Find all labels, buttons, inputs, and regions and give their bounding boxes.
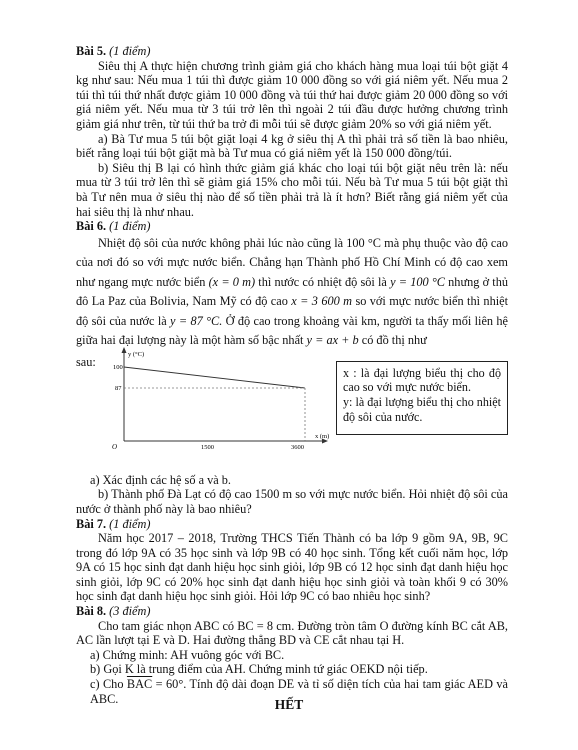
problem-8-part-a: a) Chứng minh: AH vuông góc với BC. (90, 647, 285, 662)
boiling-point-graph (110, 347, 330, 449)
problem-8-text: Cho tam giác nhọn ABC có BC = 8 cm. Đường tròn tâm O đường kính BC cắt AB, AC lần lượt tại E và D. Hai đường thẳng BD và CE cắt nhau tại H. (76, 618, 508, 648)
angle-bac: $\overline{BAC}$ (126, 677, 153, 692)
problem-6-heading: Bài 6. (1 điểm) (76, 219, 151, 234)
x-tick-1500: 1500 (201, 443, 214, 449)
graph-legend-box (336, 361, 508, 435)
legend-y-text: y: là đại lượng biểu thị cho nhiệt độ sôi của nước. (343, 394, 501, 424)
x-tick-3600: 3600 (291, 443, 304, 449)
problem-5-intro: Siêu thị A thực hiện chương trình giảm giá cho khách hàng mua loại túi bột giặt 4 kg như sau: Nếu mua 1 túi thì được giảm 10 000 đồng so với giá niêm yết. Nếu mua 2 túi thì túi thứ nhất được giảm 10 000 đồng và túi thứ hai được giảm 20 000 đồng so với giá niêm yết. Nếu mua từ 3 túi trở lên thì ngoài 2 túi đầu được hưởng chương trình giảm giá như trên, từ túi thứ ba trở đi mỗi túi sẽ được giảm 20% so với giá niêm yết. (76, 58, 508, 131)
exam-content (76, 44, 508, 706)
problem-5-part-b: b) Siêu thị B lại có hình thức giảm giá khác cho loại túi bột giặt nêu trên là: nếu mua từ 3 túi trở lên thì sẽ giảm giá 15% cho mỗi túi. Nếu bà Tư mua 5 túi bột giặt thì bà Tư nên mua ở siêu thị nào để số tiền phải trả là ít hơn? Biết rằng giá niêm yết của hai siêu thị là như nhau. (76, 160, 508, 219)
problem-8-heading: Bài 8. (3 điểm) (76, 604, 151, 619)
problem-7-text: Năm học 2017 – 2018, Trường THCS Tiến Thành có ba lớp 9 gồm 9A, 9B, 9C trong đó lớp 9A có 35 học sinh và lớp 9B có 40 học sinh. Tổng kết cuối năm học, lớp 9A có 15 học sinh đạt danh hiệu học sinh giỏi, lớp 9B có 12 học sinh đạt danh hiệu học sinh giỏi, lớp 9C có 20% học sinh đạt danh hiệu học sinh giỏi và toàn khối 9 có 30% học sinh đạt danh hiệu học sinh giỏi. Hỏi lớp 9C có bao nhiêu học sinh? (76, 531, 508, 604)
end-marker: HẾT (274, 697, 304, 712)
graph-intro-label: sau: (76, 354, 96, 369)
problem-6-part-a: a) Xác định các hệ số a và b. (90, 472, 232, 487)
x-axis-label: x (m) (315, 432, 330, 440)
problem-6-text: Nhiệt độ sôi của nước không phải lúc nào cũng là 100 °C mà phụ thuộc vào độ cao của nơi đó so với mực nước biển. Chẳng hạn Thành phố Hồ Chí Minh có độ cao xem như ngang mực nước biển (x = 0 m) thì nước có nhiệt độ sôi là y = 100 °C nhưng ở thủ đô La Paz của Bolivia, Nam Mỹ có độ cao x = 3 600 m so với mực nước biển thì nhiệt độ sôi của nước là y = 87 °C. Ở độ cao trong khoảng vài km, người ta thấy mối liên hệ giữa hai đại lượng này là một hàm số bậc nhất y = ax + b có đồ thị như (76, 235, 509, 348)
y-axis-arrow (122, 347, 127, 353)
y-tick-87: 87 (115, 384, 122, 392)
graph-row (76, 351, 508, 473)
graph-line (124, 367, 305, 388)
problem-5-heading: Bài 5. (1 điểm) (76, 44, 151, 58)
problem-7-heading: Bài 7. (1 điểm) (76, 516, 151, 531)
legend-x-text: x : là đại lượng biểu thị cho độ cao so với mực nước biển. (343, 365, 501, 395)
origin-label: O (112, 442, 118, 449)
y-tick-100: 100 (113, 363, 123, 371)
problem-8-part-c: c) Cho $\overline{BAC} = 60^\circ$. Tính độ dài đoạn DE và tỉ số diện tích của hai tam giác AED và ABC. (90, 677, 508, 706)
problem-6-part-b: b) Thành phố Đà Lạt có độ cao 1500 m so với mực nước biển. Hỏi nhiệt độ sôi của nước ở thành phố này là bao nhiêu? (76, 487, 508, 516)
y-axis-label: y (°C) (128, 350, 145, 358)
problem-5-part-a: a) Bà Tư mua 5 túi bột giặt loại 4 kg ở siêu thị A thì phải trả số tiền là bao nhiêu, biết rằng loại túi bột giặt mà bà Tư mua có giá niêm yết là 150 000 đồng/túi. (76, 131, 508, 161)
problem-8-part-b: b) Gọi K là trung điểm của AH. Chứng minh tứ giác OEKD nội tiếp. (90, 662, 428, 677)
